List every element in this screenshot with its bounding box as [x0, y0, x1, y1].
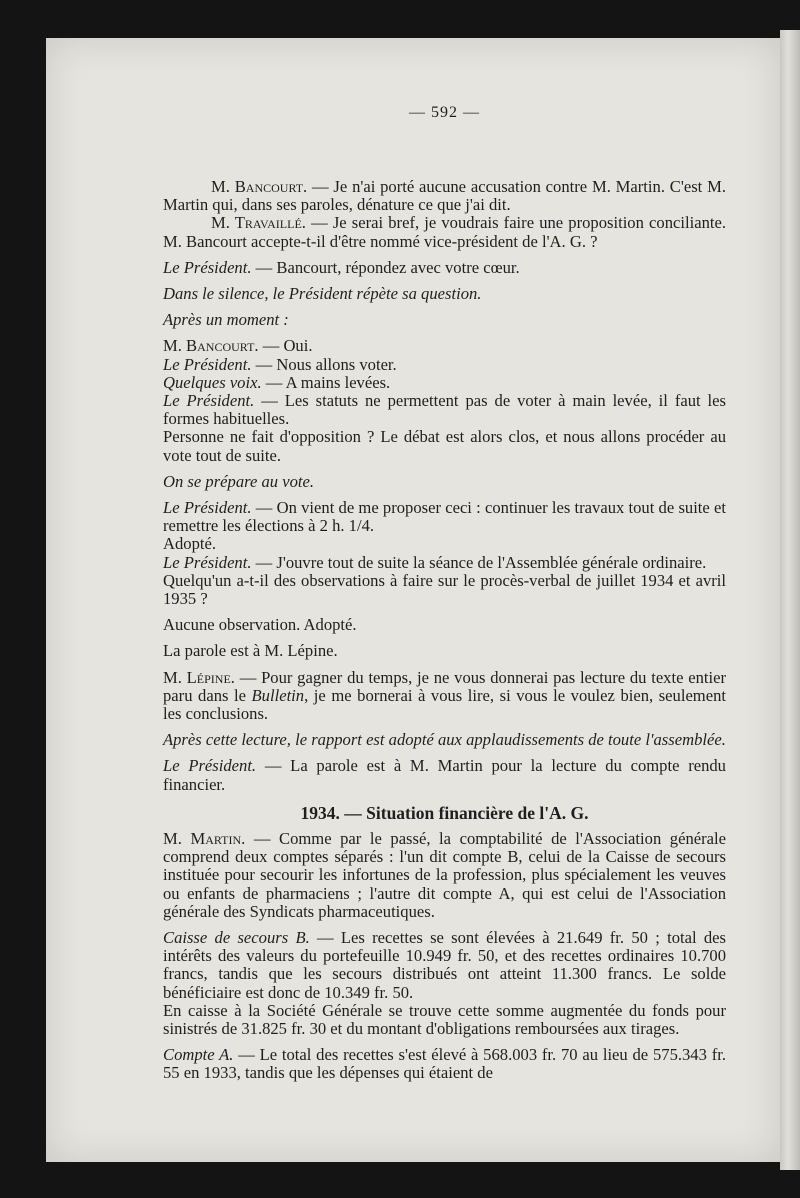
account-name: Compte A. [163, 1045, 234, 1065]
stage-direction: Dans le silence, le Président répète sa question. [163, 284, 482, 304]
section-heading: 1934. — Situation financière de l'A. G. [300, 803, 589, 823]
paragraph-martin [163, 830, 726, 921]
speech-text: — Le total des recettes s'est élevé à 568.003 fr. 70 au lieu de 575.343 fr. 55 en 1933, tandis que les dépenses qui étaient de [163, 1045, 726, 1083]
speech-text: — Oui. [258, 336, 313, 356]
paragraph-no-observation: Aucune observation. Adopté. [163, 615, 357, 635]
document-page [46, 38, 780, 1162]
speech-text: — A mains levées. [261, 372, 391, 392]
speech-text: , je me bornerai à vous lire, si vous le voulez bien, seulement les conclusions. [163, 685, 726, 724]
paragraph-travaille [163, 214, 726, 250]
paragraph-bancourt-1 [163, 178, 726, 214]
paragraph-president-1 [163, 259, 726, 277]
paragraph-compte-a [163, 1046, 726, 1082]
speech-text: — Les statuts ne permettent pas de voter à main levée, il faut les formes habituelles. [163, 391, 726, 429]
speaker-name: Quelques voix. [163, 372, 262, 392]
paragraph-opposition: Personne ne fait d'opposition ? Le débat est alors clos, et nous allons procéder au vote tout de suite. [163, 427, 726, 465]
speech-text: — Nous allons voter. [251, 354, 397, 374]
paragraph-president-6 [163, 757, 726, 793]
speaker-name: M. Martin. [163, 829, 246, 848]
stage-direction: Après un moment : [163, 310, 289, 330]
paragraph-voices [163, 374, 726, 392]
speech-text: — Les recettes se sont élevées à 21.649 fr. 50 ; total des intérêts des valeurs du portefeuille 10.949 fr. 50, et des recettes ordinaires 10.700 francs, tandis que les secours distribués ont atteint 11.300 francs. Le solde bénéficiaire est donc de 10.349 fr. 50. [163, 928, 726, 1002]
paragraph-lepine-floor: La parole est à M. Lépine. [163, 641, 338, 661]
speaker-name: M. Bancourt. [211, 177, 308, 196]
speaker-name: M. Travaillé. [211, 213, 306, 233]
financial-block [163, 830, 726, 1083]
paragraph-president-4 [163, 499, 726, 535]
dialogue-block-1 [163, 178, 726, 794]
paragraph-lepine [163, 669, 726, 724]
speech-text: — La parole est à M. Martin pour la lecture du compte rendu financier. [163, 756, 726, 794]
speaker-name: Le Président. [163, 257, 252, 277]
paragraph-observations: Quelqu'un a-t-il des observations à faire sur le procès-verbal de juillet 1934 et avril 1935 ? [163, 570, 726, 609]
paragraph-adopted: Adopté. [163, 534, 216, 554]
paragraph-bancourt-2 [163, 337, 726, 355]
speaker-name: Le Président. [163, 552, 252, 572]
paragraph-president-5 [163, 554, 726, 572]
paragraph-president-2 [163, 356, 726, 374]
speaker-name: M. Bancourt. [163, 336, 259, 356]
paragraph-societe-generale: En caisse à la Société Générale se trouve cette somme augmentée du fonds pour sinistrés de 31.825 fr. 30 et du montant d'obligations remboursées aux tirages. [163, 1000, 726, 1039]
speaker-name: Le Président. [163, 756, 257, 776]
page-edge [780, 30, 800, 1170]
page-number: — 592 — [409, 104, 480, 121]
stage-direction: Après cette lecture, le rapport est adopté aux applaudissements de toute l'assemblée. [163, 730, 726, 750]
speaker-name: Le Président. [163, 354, 252, 374]
speech-text: — Comme par le passé, la comptabilité de l'Association générale comprend deux comptes séparés : l'un dit compte B, celui de la Caisse de secours instituée pour secourir les infortunes de la profession, plus spécialement les veuves ou enfants de pharmaciens ; l'autre dit compte A, qui est celui de l'Association générale des Syndicats pharmaceutiques. [163, 829, 726, 921]
speaker-name: Le Président. [163, 391, 255, 411]
speaker-name: Le Président. [163, 498, 252, 518]
speech-text: — Je serai bref, je voudrais faire une proposition conciliante. M. Bancourt accepte-t-il d'être nommé vice-président de l'A. G. ? [163, 213, 726, 251]
speech-text: — On vient de me proposer ceci : continuer les travaux tout de suite et remettre les élections à 2 h. 1/4. [163, 498, 726, 536]
speaker-name: M. Lépine. [163, 667, 235, 687]
account-name: Caisse de secours B. [163, 928, 310, 948]
speech-text: — J'ouvre tout de suite la séance de l'Assemblée générale ordinaire. [251, 552, 707, 572]
speech-text: — Je n'ai porté aucune accusation contre M. Martin. C'est M. Martin qui, dans ses paroles, dénature ce que j'ai dit. [163, 177, 726, 215]
paragraph-caisse-b [163, 929, 726, 1002]
speech-text: — Bancourt, répondez avec votre cœur. [251, 257, 520, 277]
paragraph-president-3 [163, 392, 726, 428]
speech-text: — Pour gagner du temps, je ne vous donnerai pas lecture du texte entier paru dans le [163, 667, 726, 705]
stage-direction: On se prépare au vote. [163, 471, 314, 491]
bulletin-title: Bulletin [251, 685, 305, 705]
